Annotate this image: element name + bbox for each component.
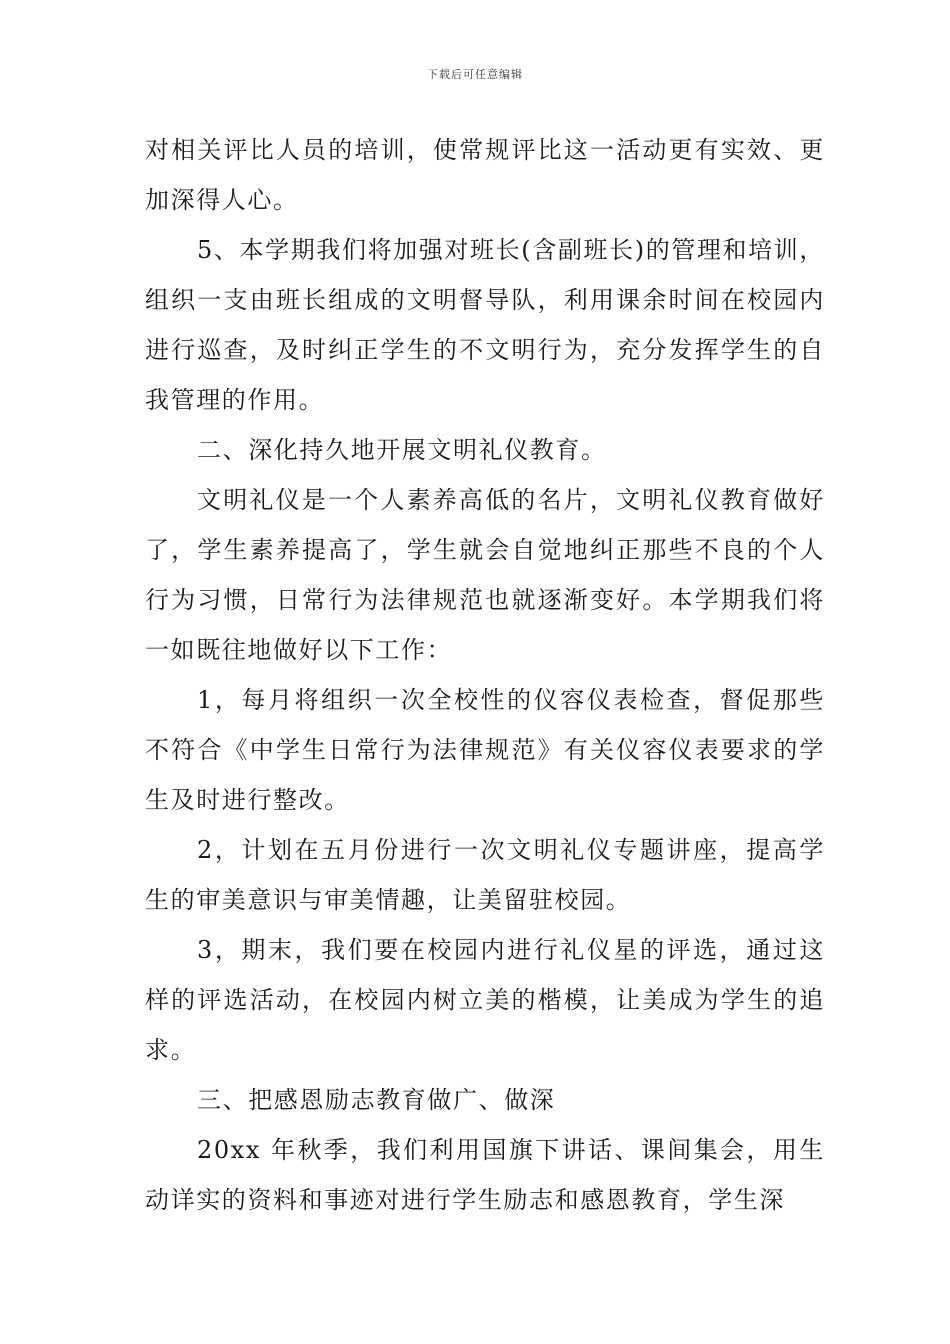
- list-item-3: 3，期末，我们要在校园内进行礼仪星的评选，通过这样的评选活动，在校园内树立美的楷模，让美成为学生的追求。: [145, 936, 825, 1064]
- paragraph-9: 20xx 年秋季，我们利用国旗下讲话、课间集会，用生动详实的资料和事迹对进行学生励志和感恩教育，学生深: [145, 1136, 825, 1214]
- paragraph-1: 对相关评比人员的培训，使常规评比这一活动更有实效、更加深得人心。: [145, 136, 825, 214]
- list-item-1: 1，每月将组织一次全校性的仪容仪表检查，督促那些不符合《中学生日常行为法律规范》有关仪容仪表要求的学生及时进行整改。: [145, 686, 825, 814]
- list-item-2: 2，计划在五月份进行一次文明礼仪专题讲座，提高学生的审美意识与审美情趣，让美留驻校园。: [145, 836, 825, 914]
- header-note: 下载后可任意编辑: [427, 68, 523, 81]
- paragraph-4: 文明礼仪是一个人素养高低的名片，文明礼仪教育做好了，学生素养提高了，学生就会自觉地纠正那些不良的个人行为习惯，日常行为法律规范也就逐渐变好。本学期我们将一如既往地做好以下工作：: [145, 486, 825, 664]
- paragraph-2: 5、本学期我们将加强对班长(含副班长)的管理和培训，组织一支由班长组成的文明督导队，利用课余时间在校园内进行巡查，及时纠正学生的不文明行为，充分发挥学生的自我管理的作用。: [145, 236, 825, 414]
- section-heading-2: 二、深化持久地开展文明礼仪教育。: [197, 436, 607, 464]
- body-text: [145, 125, 825, 1225]
- section-heading-3: 三、把感恩励志教育做广、做深: [197, 1086, 556, 1114]
